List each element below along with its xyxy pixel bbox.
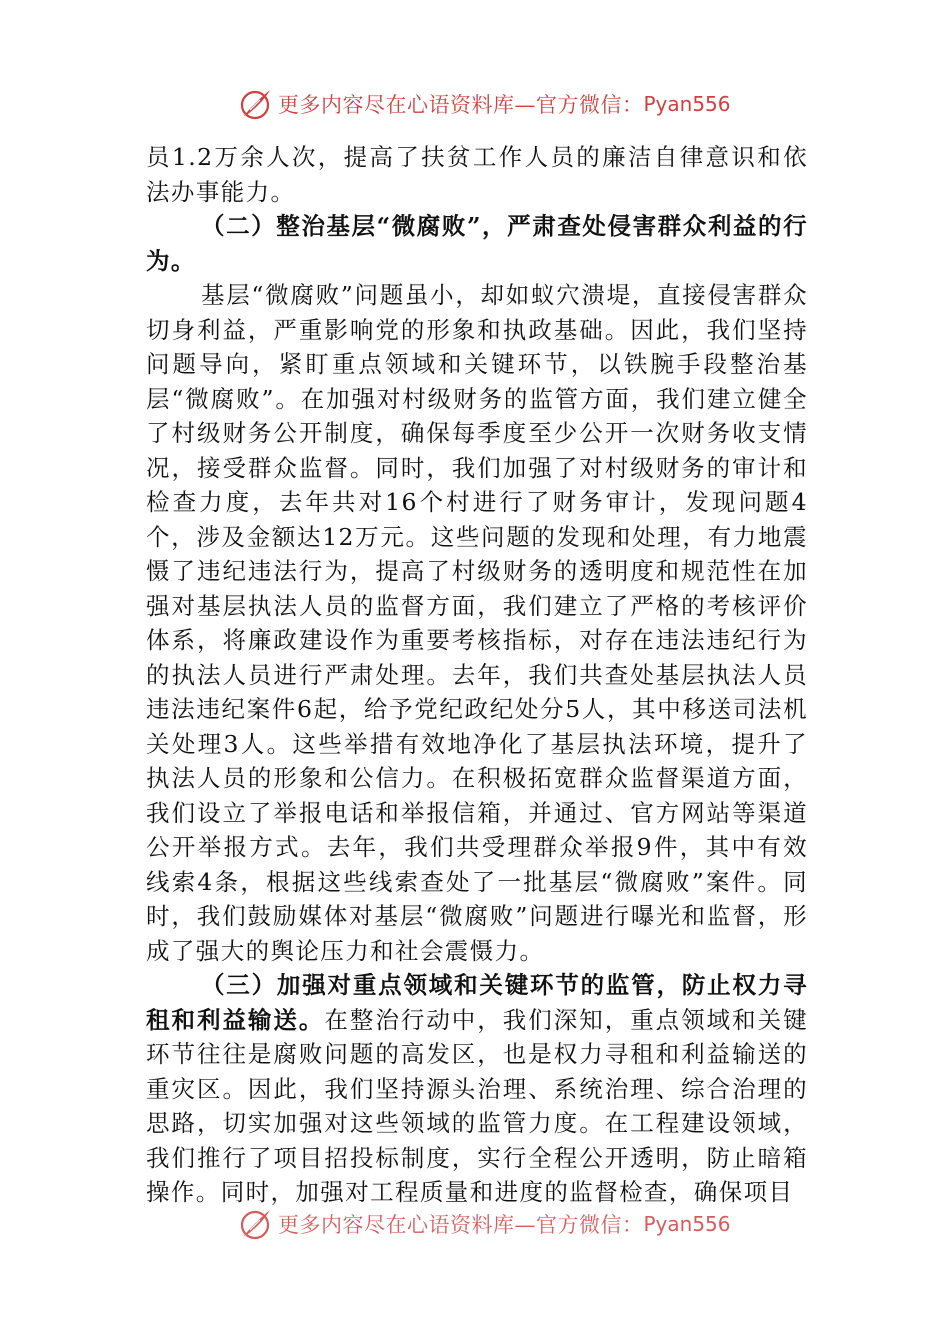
- paragraph-body: 基层“微腐败”问题虽小，却如蚁穴溃堤，直接侵害群众切身利益，严重影响党的形象和执政基础。因此，我们坚持问题导向，紧盯重点领域和关键环节，以铁腕手段整治基层“微腐败”。在加强对村级财务的监管方面，我们建立健全了村级财务公开制度，确保每季度至少公开一次财务收支情况，接受群众监督。同时，我们加强了对村级财务的审计和检查力度，去年共对16个村进行了财务审计，发现问题4个，涉及金额达12万元。这些问题的发现和处理，有力地震慑了违纪违法行为，提高了村级财务的透明度和规范性在加强对基层执法人员的监督方面，我们建立了严格的考核评价体系，将廉政建设作为重要考核指标，对存在违法违纪行为的执法人员进行严肃处理。去年，我们共查处基层执法人员违法违纪案件6起，给予党纪政纪处分5人，其中移送司法机关处理3人。这些举措有效地净化了基层执法环境，提升了执法人员的形象和公信力。在积极拓宽群众监督渠道方面，我们设立了举报电话和举报信箱，并通过、官方网站等渠道公开举报方式。去年，我们共受理群众举报9件，其中有效线索4条，根据这些线索查处了一批基层“微腐败”案件。同时，我们鼓励媒体对基层“微腐败”问题进行曝光和监督，形成了强大的舆论压力和社会震慑力。: [146, 281, 808, 965]
- section-heading-2: （二）整治基层“微腐败”，严肃查处侵害群众利益的行为。: [146, 212, 808, 275]
- watermark-wechat-id: Pyan556: [643, 92, 731, 116]
- paragraph-continuation: 员1.2万余人次，提高了扶贫工作人员的廉洁自律意识和依法办事能力。: [146, 143, 808, 206]
- paragraph-section-3: [146, 968, 808, 1206]
- quill-pen-logo-icon: [238, 86, 274, 122]
- watermark-header: [238, 86, 731, 122]
- document-body: [146, 140, 808, 1206]
- watermark-wechat-id: Pyan556: [643, 1212, 731, 1236]
- quill-pen-logo-icon: [238, 1206, 274, 1242]
- section-3-text: 在整治行动中，我们深知，重点领域和关键环节往往是腐败问题的高发区，也是权力寻租和利益输送的重灾区。因此，我们坚持源头治理、系统治理、综合治理的思路，切实加强对这些领域的监管力度。在工程建设领域，我们推行了项目招投标制度，实行全程公开透明，防止暗箱操作。同时，加强对工程质量和进度的监督检查，确保项目: [146, 1005, 808, 1206]
- watermark-text: 更多内容尽在心语资料库—官方微信：: [278, 1213, 644, 1237]
- watermark-footer: [238, 1206, 731, 1242]
- watermark-text: 更多内容尽在心语资料库—官方微信：: [278, 93, 644, 117]
- section-heading-3: （三）加强对重点领域和关键环节的监管，防止权力寻租和利益输送。: [146, 971, 808, 1034]
